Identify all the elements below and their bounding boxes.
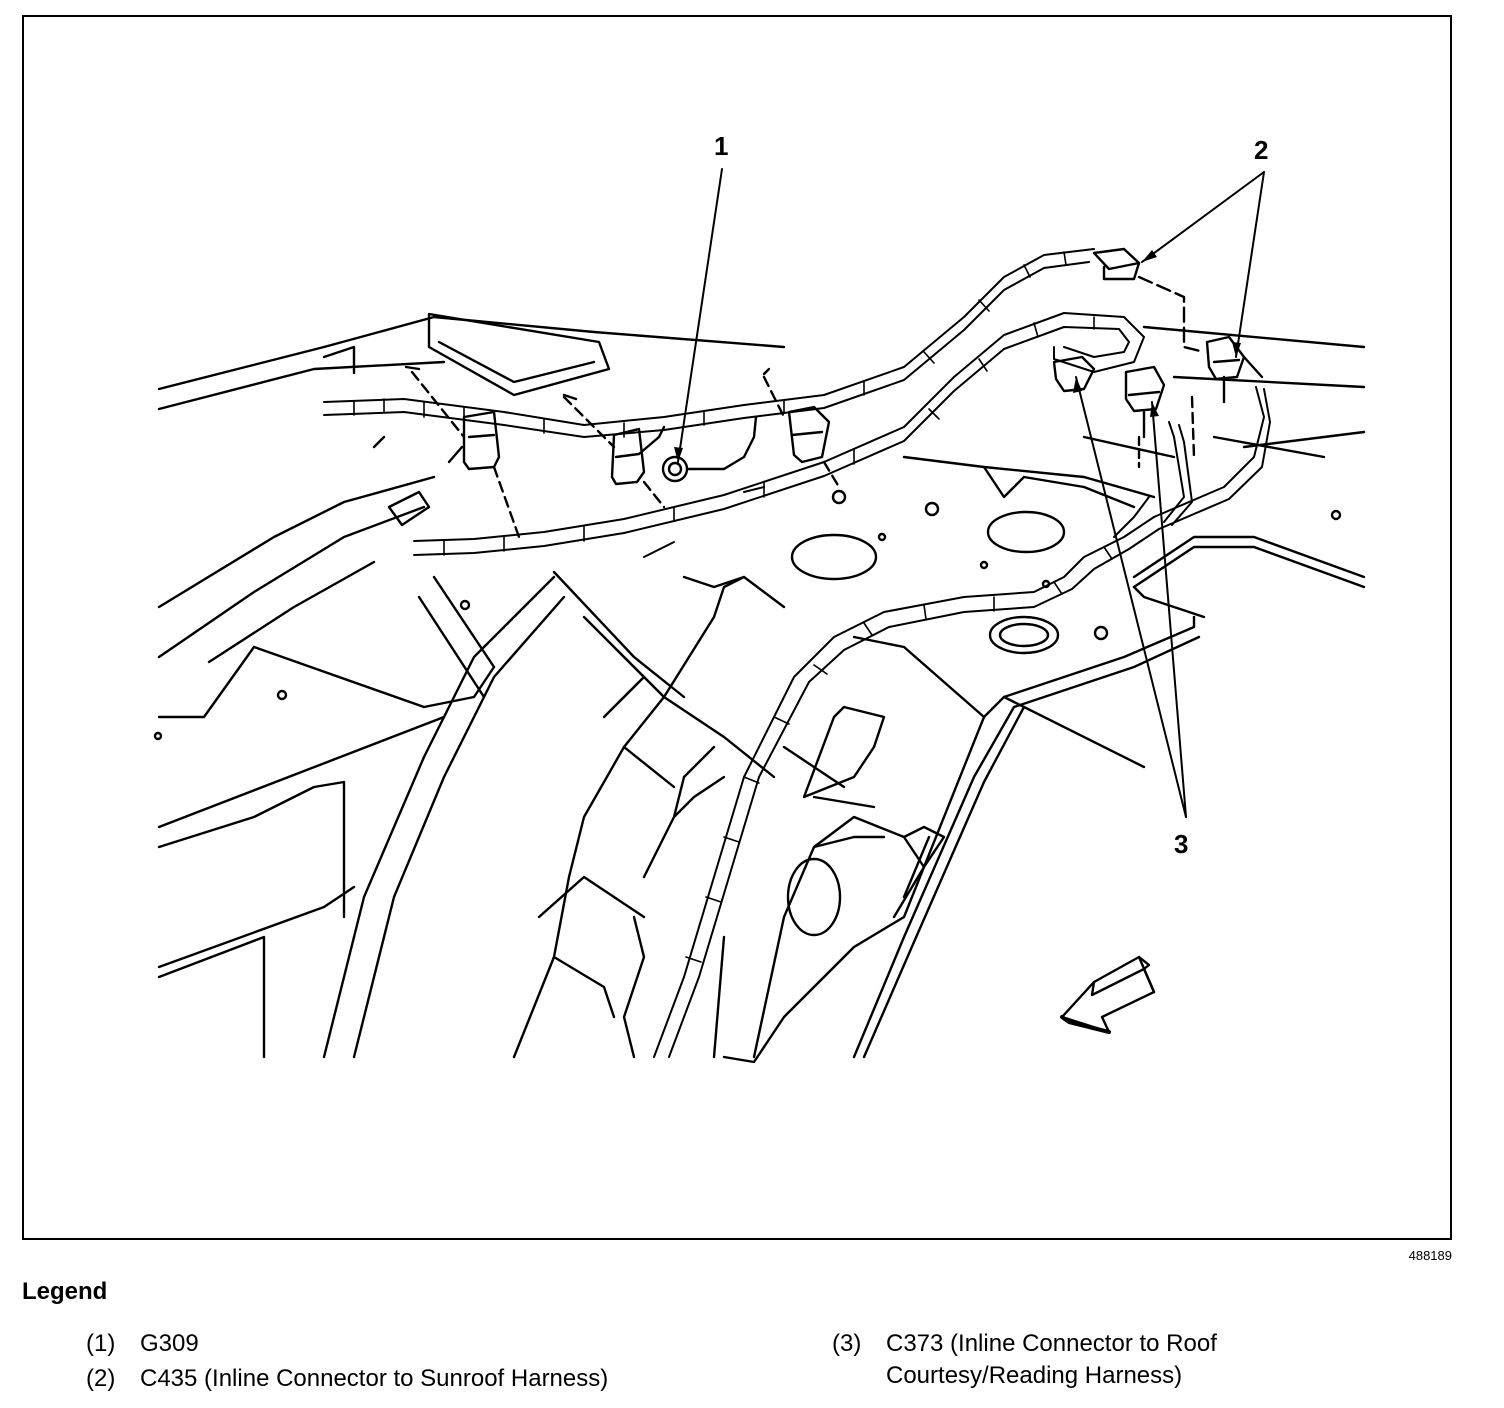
legend-item-1	[86, 1328, 199, 1360]
legend-item-number: (3)	[832, 1330, 862, 1357]
wiring-harness	[324, 249, 1270, 1057]
wiring-diagram	[24, 17, 1452, 1240]
harness-clips	[406, 367, 839, 537]
callout-3: 3	[1174, 829, 1189, 859]
roof-channel	[324, 314, 609, 395]
forward-arrow	[1062, 957, 1154, 1032]
legend-title: Legend	[22, 1278, 108, 1305]
legend-item-3	[832, 1328, 1217, 1392]
legend-item-text: G309	[140, 1330, 199, 1357]
legend-item-text: C435 (Inline Connector to Sunroof Harness)	[140, 1365, 609, 1392]
callout-2: 2	[1254, 135, 1269, 165]
roof-panel	[159, 317, 1364, 497]
left-body-panel	[155, 437, 564, 1057]
diagram-frame	[22, 15, 1452, 1240]
callout-1: 1	[714, 131, 729, 161]
legend-item-2	[86, 1363, 608, 1395]
figure-id: 488189	[1408, 1248, 1452, 1263]
callout-leaders	[678, 169, 1264, 817]
legend-item-number: (2)	[86, 1365, 116, 1392]
legend-item-text: C373 (Inline Connector to Roof Courtesy/Reading Harness)	[886, 1330, 1217, 1389]
center-brace	[514, 572, 784, 1057]
right-floor-panel	[724, 437, 1364, 1062]
legend-item-number: (1)	[86, 1330, 116, 1357]
